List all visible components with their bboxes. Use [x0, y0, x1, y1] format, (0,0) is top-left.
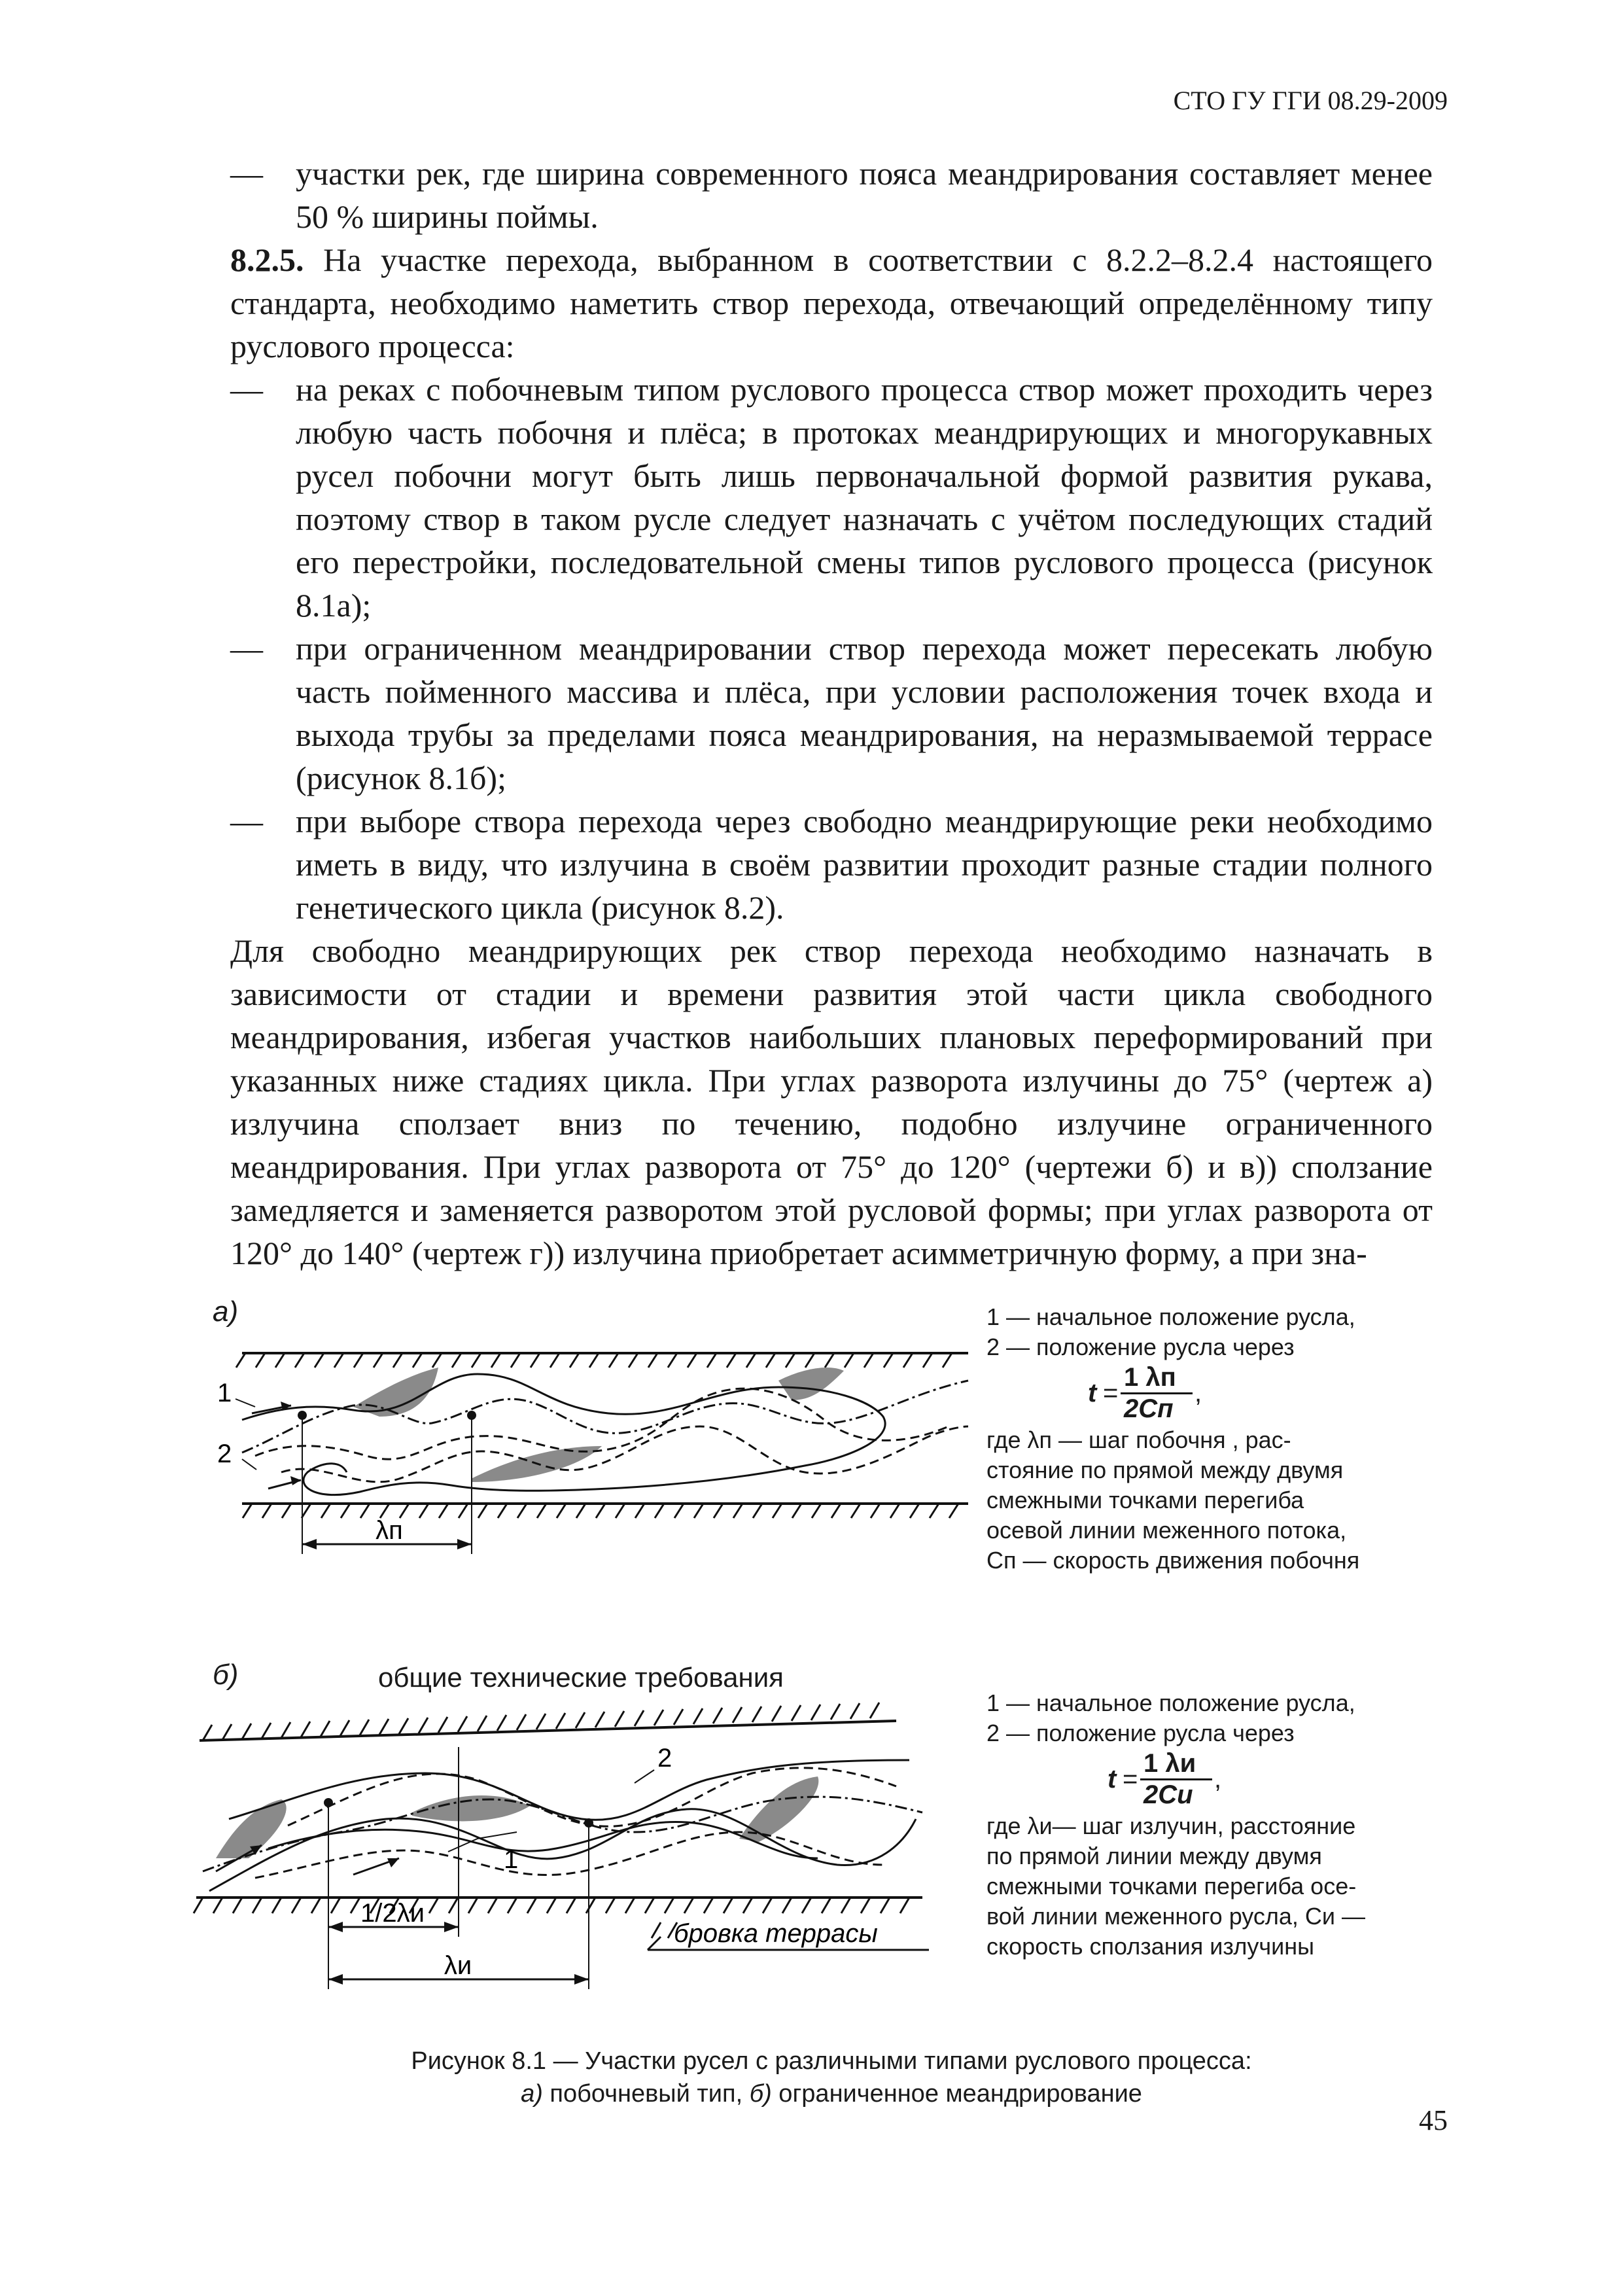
clause-text: На участке перехода, выбранном в соответствии с 8.2.2–8.2.4 настоящего стандарта, необходимо наметить створ перехода, отвечающий определённому типу руслового процесса: [230, 241, 1433, 364]
legend-line: где λп — шаг побочня , рас- [986, 1426, 1291, 1453]
figure-b-subtitle: общие технические требования [378, 1662, 784, 1693]
legend-line: Сп — скорость движения побочня [986, 1547, 1360, 1574]
formula-eq: = [1123, 1765, 1138, 1793]
figure-a-label: а) [213, 1296, 239, 1328]
legend-line: 1 — начальное положение русла, [986, 1303, 1355, 1330]
list-item [230, 627, 1433, 800]
legend-line: скорость сползания излучины [986, 1933, 1315, 1960]
figure-b-legend [986, 1688, 1444, 1962]
formula-denominator: 2Си [1143, 1780, 1193, 1809]
formula-tail: , [1214, 1765, 1222, 1793]
legend-line: 2 — положение русла через [986, 1333, 1295, 1360]
caption-a-marker: а) [521, 2080, 543, 2108]
legend-line: осевой линии меженного потока, [986, 1517, 1347, 1544]
caption-b-text: ограниченное меандрирование [771, 2080, 1142, 2108]
figure-a-dimension-label: λп [375, 1516, 403, 1545]
formula-a [986, 1362, 1444, 1425]
legend-line: по прямой линии между двумя [986, 1843, 1322, 1869]
list-item-text: на реках с побочневым типом руслового процесса створ может проходить через любую часть побочня и плёса; в протоках меандрирующих и многорукавных русел побочни могут быть лишь первоначальной формой развития рукава, поэтому створ в таком русле следует назначать с учётом последующих стадий его перестройки, последовательной смены типов руслового процесса (рисунок 8.1а); [296, 371, 1433, 624]
formula-b [986, 1748, 1444, 1811]
list-dash: — [230, 155, 263, 192]
paragraph-text: Для свободно меандрирующих рек створ перехода необходимо назначать в зависимости от стадии и времени развития этой части цикла свободного меандрирования, избегая участков наибольших плановых переформирований при указанных ниже стадиях цикла. При углах разворота излучины до 75° (чертеж а) излучина сползает вниз по течению, подобно излучине ограниченного меандрирования. При углах разворота от 75° до 120° (чертежи б) и в)) сползание замедляется и заменяется разворотом этой русловой формы; при углах разворота от 120° до 140° (чертеж г)) излучина приобретает асимметричную форму, а при зна- [230, 932, 1433, 1271]
formula-denominator: 2Сп [1124, 1394, 1174, 1423]
legend-line: где λи— шаг излучин, расстояние [986, 1812, 1356, 1839]
legend-line: смежными точками перегиба осе- [986, 1873, 1357, 1899]
formula-tail: , [1195, 1379, 1202, 1407]
list-item-text: участки рек, где ширина современного пояса меандрирования составляет менее 50 % ширины поймы. [296, 155, 1433, 235]
list-item [230, 152, 1433, 238]
list-item-text: при выборе створа перехода через свободно меандрирующие реки необходимо иметь в виду, что излучина в своём развитии проходит разные стадии полного генетического цикла (рисунок 8.2). [296, 803, 1433, 926]
legend-line: 1 — начальное положение русла, [986, 1689, 1355, 1716]
figure-a-legend [986, 1302, 1444, 1576]
page-number: 45 [1419, 2104, 1448, 2136]
legend-line: стояние по прямой между двумя [986, 1457, 1344, 1483]
formula-lhs: t [1108, 1765, 1117, 1793]
terrace-edge-label: бровка террасы [674, 1919, 878, 1948]
figure-a-diagram [216, 1328, 994, 1590]
list-item [230, 800, 1433, 929]
legend-line: вой линии меженного русла, Си — [986, 1903, 1366, 1930]
caption-line-2 [230, 2077, 1433, 2110]
document-code: СТО ГУ ГГИ 08.29-2009 [1173, 86, 1448, 115]
figure-b-full-dimension-label: λи [444, 1951, 472, 1980]
figure-caption [230, 2045, 1433, 2110]
list-item [230, 368, 1433, 627]
figure-b-half-dimension-label: 1/2λи [360, 1899, 425, 1928]
formula-lhs: t [1088, 1379, 1097, 1407]
figure-b-num-2: 2 [657, 1744, 672, 1773]
figure-a-num-2: 2 [217, 1439, 232, 1468]
caption-line-1: Рисунок 8.1 — Участки русел с различными типами руслового процесса: [411, 2047, 1252, 2075]
figure-b-diagram [190, 1701, 949, 2002]
figure-a-num-1: 1 [217, 1379, 232, 1407]
figure-b-label: б) [213, 1659, 239, 1691]
legend-line: смежными точками перегиба [986, 1487, 1304, 1513]
paragraph-8-2-5 [230, 238, 1433, 368]
legend-line: 2 — положение русла через [986, 1720, 1295, 1746]
caption-a-text: побочневый тип, [542, 2080, 750, 2108]
formula-numerator: 1 λп [1124, 1363, 1176, 1392]
list-dash: — [230, 371, 263, 408]
clause-number: 8.2.5. [230, 241, 304, 278]
list-item-text: при ограниченном меандрировании створ перехода может пересекать любую часть пойменного массива и плёса, при условии расположения точек входа и выхода трубы за пределами пояса меандрирования, на неразмываемой террасе (рисунок 8.1б); [296, 630, 1433, 796]
list-dash: — [230, 803, 263, 839]
caption-b-marker: б) [749, 2080, 772, 2108]
formula-numerator: 1 λи [1143, 1749, 1196, 1778]
list-dash: — [230, 630, 263, 667]
figure-b-num-1: 1 [504, 1845, 519, 1874]
formula-eq: = [1103, 1379, 1119, 1407]
paragraph-free-meandering [230, 929, 1433, 1275]
